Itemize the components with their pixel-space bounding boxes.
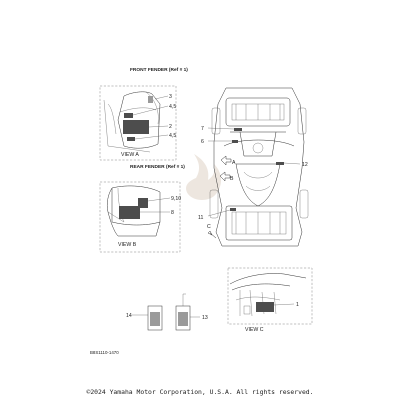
callout-4-5-upper: 4,5 (169, 104, 177, 110)
atv-top-view (210, 88, 308, 246)
atv-decal-7 (234, 128, 242, 131)
decal-4-5-lower (127, 137, 135, 141)
atv-decal-11 (230, 208, 236, 211)
copyright-footer: ©2024 Yamaha Motor Corporation, U.S.A. All rights reserved. (86, 388, 314, 396)
marker-c-label: C (207, 224, 211, 230)
marker-b-label: B (230, 176, 234, 182)
callout-13: 13 (202, 315, 208, 321)
view-b-label: VIEW B (118, 242, 137, 248)
view-c-drawing (230, 273, 306, 316)
callout-12: 12 (302, 162, 308, 168)
callout-1: 1 (296, 302, 299, 308)
decal-4-5-upper (124, 113, 133, 118)
view-c-marker (207, 224, 216, 238)
view-b-title: REAR FENDER (Ref # 1) (130, 165, 185, 170)
callout-3: 3 (169, 94, 172, 100)
atv-decal-6 (232, 140, 238, 143)
callout-14: 14 (126, 313, 132, 319)
front-fender-drawing (104, 92, 160, 152)
atv-leaders (208, 128, 300, 216)
callout-9-10: 9,10 (171, 196, 182, 202)
decal-3 (148, 96, 153, 103)
diagram-code: B8S1110-1470 (90, 350, 119, 355)
view-a-marker (221, 156, 236, 166)
loose-decal-13 (176, 294, 190, 330)
view-a-label: VIEW A (121, 152, 139, 158)
decal-1 (256, 302, 274, 312)
decal-2 (123, 120, 149, 134)
callout-7: 7 (201, 126, 204, 132)
callout-2: 2 (169, 124, 172, 130)
view-a-title: FRONT FENDER (Ref # 1) (130, 68, 188, 73)
callout-4-5-lower: 4,5 (169, 133, 177, 139)
loose-decal-14 (148, 306, 162, 330)
view-c-label: VIEW C (245, 327, 264, 333)
view-b-marker (220, 172, 234, 182)
decal-8 (119, 206, 140, 219)
view-c-frame (228, 268, 312, 324)
callout-8: 8 (171, 210, 174, 216)
view-c-leader (274, 304, 294, 305)
callout-11: 11 (198, 215, 204, 221)
marker-a-label: A (232, 160, 236, 166)
rear-fender-drawing (107, 186, 160, 236)
callout-6: 6 (201, 139, 204, 145)
atv-decal-12 (276, 162, 284, 165)
